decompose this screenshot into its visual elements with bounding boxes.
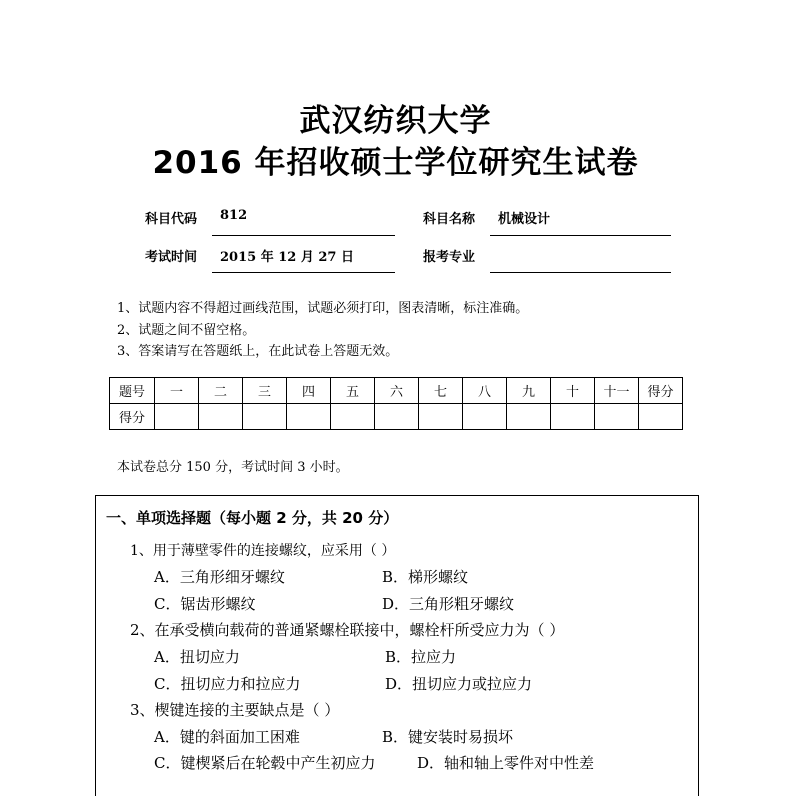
option: D．轴和轴上零件对中性差 [417,754,595,772]
score-entry-cell [639,404,683,430]
score-table-header-row [110,378,683,404]
score-entry-cell [419,404,463,430]
option: D．扭切应力或拉应力 [385,675,533,693]
option: A．键的斜面加工困难 [154,728,300,746]
table-cell: 得分 [110,404,155,430]
question-stem: 1、用于薄壁零件的连接螺纹，应采用（ ） [130,543,396,559]
score-entry-cell [375,404,419,430]
table-cell: 五 [331,378,375,404]
exam-time-underline [212,272,395,273]
total-note: 本试卷总分 150 分，考试时间 3 小时。 [117,460,349,475]
exam-time-label: 考试时间 [145,250,198,265]
option: C．键楔紧后在轮毂中产生初应力 [154,754,376,772]
score-table [109,377,683,430]
major-label: 报考专业 [423,250,476,265]
question-stem: 2、在承受横向载荷的普通紧螺栓联接中，螺栓杆所受应力为（ ） [130,621,565,639]
score-entry-cell [551,404,595,430]
table-cell: 一 [155,378,199,404]
table-cell: 二 [199,378,243,404]
score-table-score-row [110,404,683,430]
option: D．三角形粗牙螺纹 [382,595,515,613]
score-entry-cell [199,404,243,430]
option: A．扭切应力 [154,648,240,666]
score-entry-cell [595,404,639,430]
table-cell: 六 [375,378,419,404]
table-cell: 四 [287,378,331,404]
question-stem: 3、楔键连接的主要缺点是（ ） [130,701,340,719]
note-line: 3、答案请写在答题纸上，在此试卷上答题无效。 [117,344,399,359]
score-entry-cell [331,404,375,430]
subject-name-value: 机械设计 [498,212,551,227]
exam-time-value: 2015 年 12 月 27 日 [220,250,354,265]
score-entry-cell [463,404,507,430]
table-cell: 八 [463,378,507,404]
note-line: 2、试题之间不留空格。 [117,323,256,338]
table-cell: 三 [243,378,287,404]
option: B．拉应力 [385,648,457,666]
subject-code-label: 科目代码 [145,212,198,227]
section-title: 一、单项选择题（每小题 2 分，共 20 分） [106,509,399,527]
score-entry-cell [287,404,331,430]
option: B．键安装时易损坏 [382,728,514,746]
option: C．扭切应力和拉应力 [154,675,301,693]
table-cell: 得分 [639,378,683,404]
subject-code-underline [212,235,395,236]
table-cell: 九 [507,378,551,404]
score-entry-cell [243,404,287,430]
option: B．梯形螺纹 [382,568,469,586]
table-cell: 十一 [595,378,639,404]
university-title: 武汉纺织大学 [299,103,492,139]
subject-name-label: 科目名称 [423,212,476,227]
table-cell: 十 [551,378,595,404]
option: A．三角形细牙螺纹 [154,568,285,586]
subject-name-underline [490,235,671,236]
table-cell: 题号 [110,378,155,404]
score-entry-cell [507,404,551,430]
exam-title: 2016 年招收硕士学位研究生试卷 [152,145,639,181]
note-line: 1、试题内容不得超过画线范围，试题必须打印，图表清晰，标注准确。 [117,301,529,316]
major-underline [490,272,671,273]
option: C．锯齿形螺纹 [154,595,256,613]
subject-code-value: 812 [220,208,248,223]
table-cell: 七 [419,378,463,404]
score-entry-cell [155,404,199,430]
